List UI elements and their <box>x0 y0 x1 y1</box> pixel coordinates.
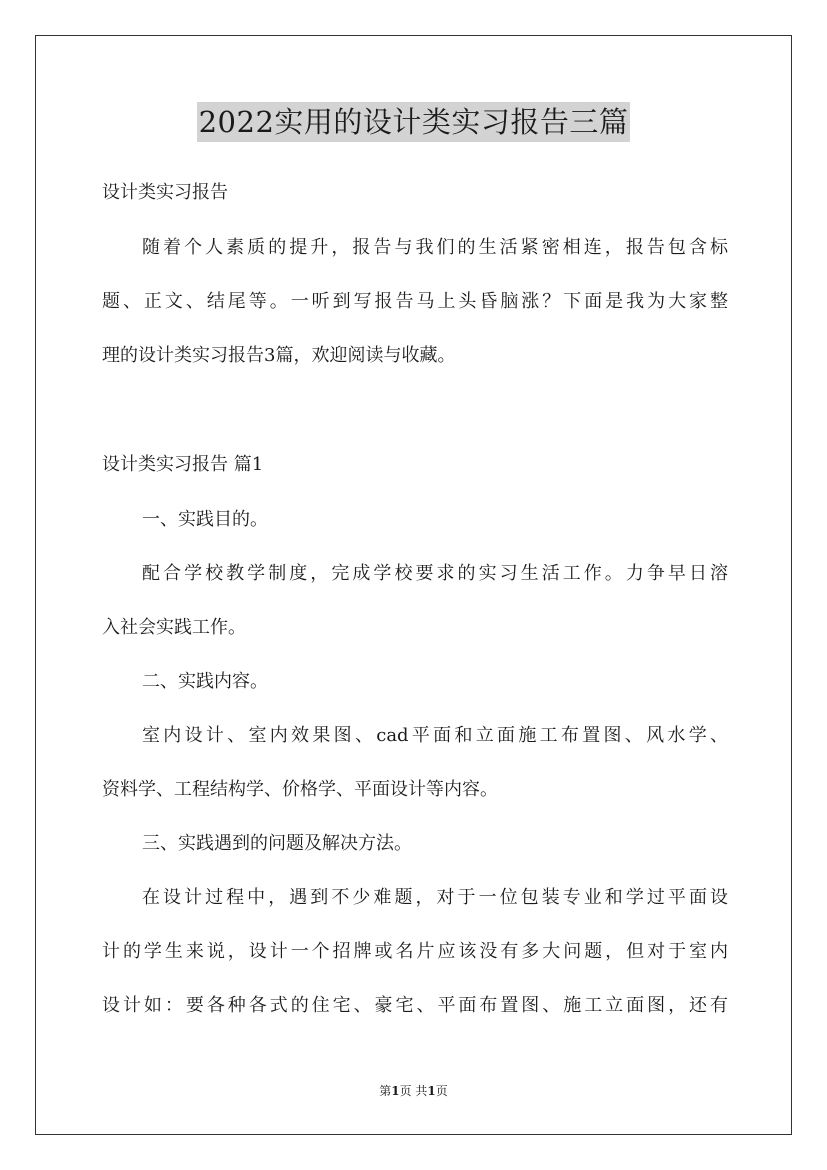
subsection-heading: 一、实践目的。 <box>142 509 268 530</box>
footer-suffix: 页 <box>435 1084 448 1098</box>
footer-total-pages: 1 <box>427 1084 436 1098</box>
paragraph-line: 室内设计、室内效果图、cad平面和立面施工布置图、风水学、 <box>142 725 728 746</box>
footer-mid: 页 共 <box>399 1084 428 1098</box>
title-wrap <box>0 102 827 142</box>
paragraph-line: 计的学生来说，设计一个招牌或名片应该没有多大问题，但对于室内 <box>102 941 728 962</box>
footer-prefix: 第 <box>379 1084 392 1098</box>
subsection-heading: 三、实践遇到的问题及解决方法。 <box>142 833 412 854</box>
subsection-heading: 二、实践内容。 <box>142 671 268 692</box>
paragraph-line: 配合学校教学制度，完成学校要求的实习生活工作。力争早日溶 <box>142 563 728 584</box>
paragraph-line: 入社会实践工作。 <box>102 617 246 638</box>
section-heading: 设计类实习报告 <box>102 182 228 203</box>
section-heading: 设计类实习报告 篇1 <box>102 454 264 475</box>
paragraph-line: 设计如：要各种各式的住宅、豪宅、平面布置图、施工立面图，还有 <box>102 995 728 1016</box>
paragraph-line: 题、正文、结尾等。一听到写报告马上头昏脑涨？下面是我为大家整 <box>102 291 728 312</box>
paragraph-line: 随着个人素质的提升，报告与我们的生活紧密相连，报告包含标 <box>142 237 728 258</box>
footer-current-page: 1 <box>391 1084 400 1098</box>
paragraph-line: 资料学、工程结构学、价格学、平面设计等内容。 <box>102 779 498 800</box>
paragraph-line: 在设计过程中，遇到不少难题，对于一位包装专业和学过平面设 <box>142 887 728 908</box>
page-footer <box>0 1083 827 1099</box>
paragraph-line: 理的设计类实习报告3篇，欢迎阅读与收藏。 <box>102 345 456 366</box>
document-title: 2022实用的设计类实习报告三篇 <box>197 102 631 142</box>
